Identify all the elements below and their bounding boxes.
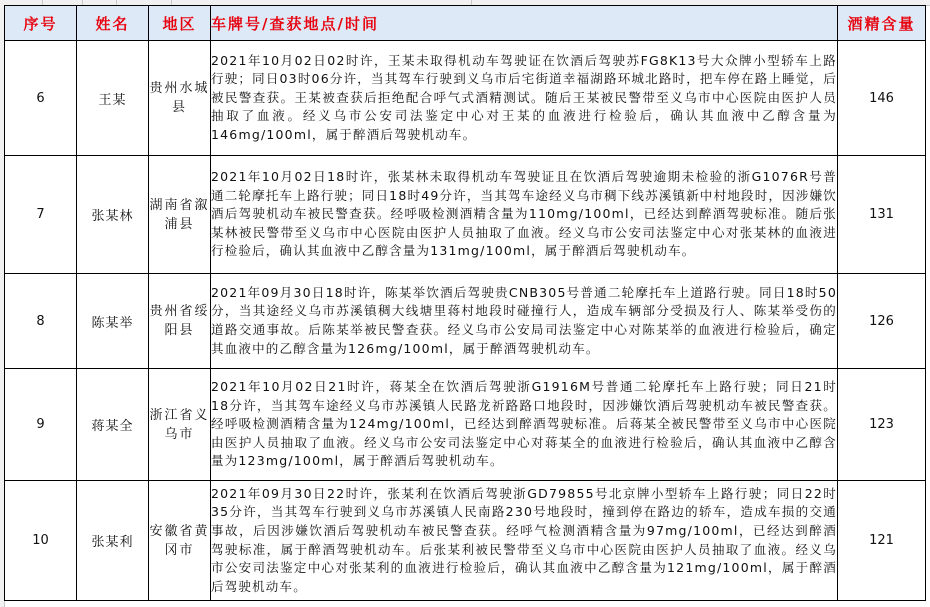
cell-region[interactable]: 贵州省绥阳县 <box>149 274 211 369</box>
table-row <box>5 41 926 156</box>
spreadsheet-table <box>4 5 926 601</box>
cell-index[interactable]: 8 <box>5 274 77 369</box>
cell-alcohol[interactable]: 126 <box>838 274 926 369</box>
header-region[interactable]: 地区 <box>149 6 211 41</box>
table-row <box>5 369 926 481</box>
header-index[interactable]: 序号 <box>5 6 77 41</box>
cell-name[interactable]: 王某 <box>77 41 149 156</box>
cell-alcohol[interactable]: 131 <box>838 156 926 274</box>
cell-region[interactable]: 贵州水城县 <box>149 41 211 156</box>
cell-name[interactable]: 陈某举 <box>77 274 149 369</box>
cell-alcohol[interactable]: 123 <box>838 369 926 481</box>
cell-description[interactable]: 2021年10月02日21时许，蒋某全在饮酒后驾驶浙G1916M号普通二轮摩托车上路行驶；同日21时18分许，当其驾车途经义乌市苏溪镇人民路龙祈路路口地段时，因涉嫌饮酒后驾驶机动车被民警查获。经呼吸检测酒精含量为124mg/100ml，已经达到醉酒驾驶标准。后蒋某全被民警带至义乌市中心医院由医护人员抽取了血液。经义乌市公安司法鉴定中心对蒋某全的血液进行检验后，确认其血液中乙醇含量为123mg/100ml，属于醉酒后驾驶机动车。 <box>211 369 838 481</box>
header-alcohol[interactable]: 酒精含量 <box>838 6 926 41</box>
header-description[interactable]: 车牌号/查获地点/时间 <box>211 6 838 41</box>
table-row <box>5 481 926 601</box>
cell-region[interactable]: 湖南省溆浦县 <box>149 156 211 274</box>
cell-description[interactable]: 2021年09月30日18时许，陈某举饮酒后驾驶贵CNB305号普通二轮摩托车上道路行驶。同日18时50分，当其途经义乌市苏溪镇稠大线塘里蒋村地段时碰撞行人，造成车辆部分受损及行人、陈某举受伤的道路交通事故。后陈某举被民警查获。经义乌市公安局司法鉴定中心对陈某举的血液进行检验后，确定其血液中的乙醇含量为126mg/100ml，属于醉酒驾驶机动车。 <box>211 274 838 369</box>
cell-description[interactable]: 2021年09月30日22时许，张某利在饮酒后驾驶浙GD79855号北京牌小型轿车上路行驶；同日22时35分许，当其驾车行驶到义乌市苏溪镇人民南路230号地段时，撞到停在路边的轿车，造成车损的交通事故，后因涉嫌饮酒后驾驶机动车被民警查获。经呼气检测酒精含量为97mg/100ml，已经达到醉酒驾驶标准，属于醉酒驾驶机动车。后张某利被民警带至义乌市中心医院由医护人员抽取了血液。经义乌市公安司法鉴定中心对张某利的血液进行检验后，确认其血液中乙醇含量为121mg/100ml，属于醉酒后驾驶机动车。 <box>211 481 838 601</box>
cell-alcohol[interactable]: 121 <box>838 481 926 601</box>
cell-index[interactable]: 6 <box>5 41 77 156</box>
header-name[interactable]: 姓名 <box>77 6 149 41</box>
header-row <box>5 6 926 41</box>
table-row <box>5 274 926 369</box>
cell-name[interactable]: 张某林 <box>77 156 149 274</box>
cell-name[interactable]: 张某利 <box>77 481 149 601</box>
cell-name[interactable]: 蒋某全 <box>77 369 149 481</box>
cell-description[interactable]: 2021年10月02日18时许，张某林未取得机动车驾驶证且在饮酒后驾驶逾期未检验的浙G1076R号普通二轮摩托车上路行驶；同日18时49分许，当其驾车途经义乌市稠下线苏溪镇新中村地段时，因涉嫌饮酒后驾驶机动车被民警查获。经呼吸检测酒精含量为110mg/100ml，已经达到醉酒驾驶标准。随后张某林被民警带至义乌市中心医院由医护人员抽取了血液。经义乌市公安司法鉴定中心对张某林的血液进行检验后，确认其血液中乙醇含量为131mg/100ml，属于醉酒后驾驶机动车。 <box>211 156 838 274</box>
table-row <box>5 156 926 274</box>
cell-region[interactable]: 浙江省义乌市 <box>149 369 211 481</box>
cell-index[interactable]: 10 <box>5 481 77 601</box>
cell-alcohol[interactable]: 146 <box>838 41 926 156</box>
cell-index[interactable]: 7 <box>5 156 77 274</box>
cell-region[interactable]: 安徽省黄冈市 <box>149 481 211 601</box>
cell-description[interactable]: 2021年10月02日02时许，王某未取得机动车驾驶证在饮酒后驾驶苏FG8K13号大众牌小型轿车上路行驶；同日03时06分许，当其驾车行驶到义乌市后宅街道幸福湖路环城北路时，把车停在路上睡觉，后被民警查获。王某被查获后拒绝配合呼气式酒精测试。随后王某被民警带至义乌市中心医院由医护人员抽取了血液。经义乌市公安司法鉴定中心对王某的血液进行检验后，确认其血液中乙醇含量为146mg/100ml，属于醉酒后驾驶机动车。 <box>211 41 838 156</box>
cell-index[interactable]: 9 <box>5 369 77 481</box>
